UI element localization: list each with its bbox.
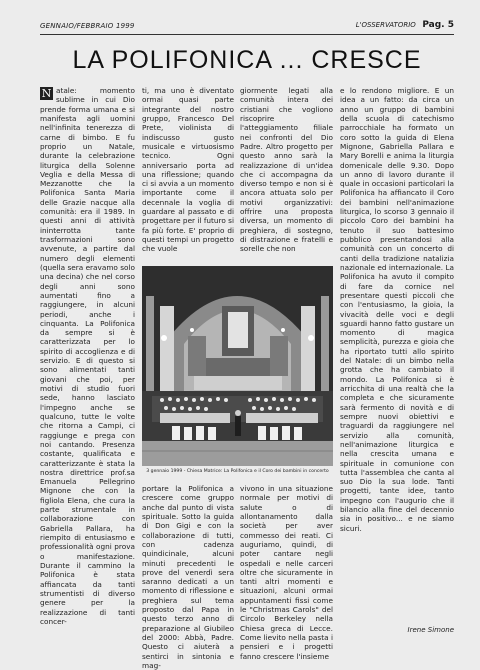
column-4-text: e lo rendono migliore. E un idea a un fatto: da circa un anno un gruppo di bambini della scuola di catechismo parrocchiale ha formato un coro sotto la guida di Elena Mignone, Gabriella Pallara e Mary Borelli e anima la liturgia domenicale delle 9.30. Dopo un anno di lavoro durante il quale in occasioni particolari la Polifonica ha affiancato il Coro dei bambini nell'animazione liturgica, lo scorso 3 gennaio il piccolo Coro dei bambini ha tenuto il suo battesimo pubblico presentandosi alla comunità con un concerto di canti della tradizione natalizia nazionale ed internazionale. La Polifonica ha avuto il compito di fare da cornice nel presentare questi piccoli che con l'entusiasmo, la gioia, la vivacità delle voci e degli sguardi hanno fatto gustare un momento di magica semplicità, purezza e gioia che ha riportato tutti allo spirito del Natale: di un bimbo nella grotta che ha cambiato il mondo. La Polifonica si è arricchita di una realtà che la completa e che sicuramente sarà fermento di novità e di sempre nuovi obiettivi e traguardi da raggiungere nel servizio alla comunità, nell'animazione liturgica e nella crescita umana e spirituale in comunione con tutta l'assemblea che canta al suo Dio la sua lode. Tanti progetti, tante idee, tanto impegno con l'augurio che il bilancio alla fine del decennio sia in positivo... e ne siamo sicuri. (340, 86, 454, 533)
article-column-3-bottom (240, 484, 333, 661)
column-2-top-text: ti, ma uno è diventato ormai quasi parte integrante del nostro gruppo, Francesco Del Prete, violinista di indiscusso gusto musicale e virtuosismo tecnico. Ogni anniversario porta ad una riflessione; quando ci si avvia a un momento importante come il decennale la voglia di guardare al passato e di progettare per il futuro si fa più forte. E' proprio di questi tempi un progetto che vuole (142, 86, 234, 254)
page-number: Pag. 5 (422, 20, 454, 30)
article-column-1 (40, 86, 135, 626)
drop-cap: N (41, 87, 52, 100)
article-column-4 (340, 86, 454, 622)
column-3-top-text: giormente legati alla comunità intera dei cristiani che vogliono riscoprire l'atteggiamento filiale nei confronti del Dio Padre. Altro progetto per questo anno sarà la realizzazione di un'idea che ci accompagna da diverso tempo e non si è ancora attuata solo per motivi organizzativi: offrire una proposta diversa, un momento di preghiera, di sostegno, di distrazione e fratelli e sorelle che non (240, 86, 333, 254)
article-column-2-top (142, 86, 234, 264)
article-column-2-bottom (142, 484, 234, 670)
column-3-bottom-text: vivono in una situazione normale per motivi di salute o di allontanamento dalla società per aver commesso dei reati. Ci auguriamo, quindi, di poter cantare negli ospedali e nelle carceri oltre che sicuramente in tanti altri momenti e situazioni, alcuni ormai appuntamenti fissi come le "Christmas Carols" del Circolo Berkeley nella Chiesa greca di Lecce. Come lievito nella pasta i pensieri e i progetti fanno crescere l'insieme (240, 484, 333, 661)
column-1-text: atale: momento sublime in cui Dio prende forma umana e si manifesta agli uomini nell'infinita tenerezza di carne di bimbo. E fu proprio un Natale, durante la celebrazione liturgica della Solenne Veglia e della Messa di Mezzanotte che la Polifonica Santa Maria delle Grazie nacque alla comunità: era il 1989. In questi anni di attività ininterrotta tante trasformazioni sono avvenute, a partire dal numero degli elementi (quella sera eravamo solo una decina) che nel corso degli anni sono aumentati fino a raggiungere, in alcuni periodi, anche i cinquanta. La Polifonica da sempre si è caratterizzata per lo spirito di accoglienza e di servizio. E di questo si sono alimentati tanti giovani che poi, per motivi di studio fuori sede, hanno lasciato l'impegno anche se qualcuno, tutte le volte che ritorna a Campi, ci raggiunge e prega con noi cantando. Presenza costante, qualificata e caratterizzante è stata la nostra direttrice prof.sa Emanuela Pellegrino Mignone che con la figliola Elena, che cura la parte strumentale in collaborazione con Gabriella Pallara, ha riempito di entusiasmo e professionalità ogni prova o manifestazione. Durante il cammino la Polifonica è stata affiancata da tanti strumentisti di diverso genere per la realizzazione di tanti concer- (40, 86, 135, 626)
issue-date: GENNAIO/FEBBRAIO 1999 (40, 22, 135, 30)
header-rule (40, 34, 454, 35)
column-2-bottom-text: portare la Polifonica a crescere come gruppo anche dal punto di vista spirituale. Sotto la guida di Don Gigi e con la collaborazione di tutti, con cadenza quindicinale, alcuni minuti precedenti le prove del venerdì sera saranno dedicati a un momento di riflessione e preghiera sul tema proposto dal Papa in questo terzo anno di preparazione al Giubileo del 2000: Abbà, Padre. Questo ci aiuterà a sentirci in sintonia e mag- (142, 484, 234, 670)
article-title: LA POLIFONICA ... CRESCE (72, 46, 422, 74)
concert-photo (142, 266, 333, 466)
photo-caption: 3 gennaio 1999 - Chiesa Matrice: La Polifonica e il Coro dei bambini in concerto (146, 469, 329, 474)
author-signature: Irene Simone (407, 626, 454, 634)
publication-name: L'OSSERVATORIO (355, 21, 416, 29)
article-column-3-top (240, 86, 333, 264)
